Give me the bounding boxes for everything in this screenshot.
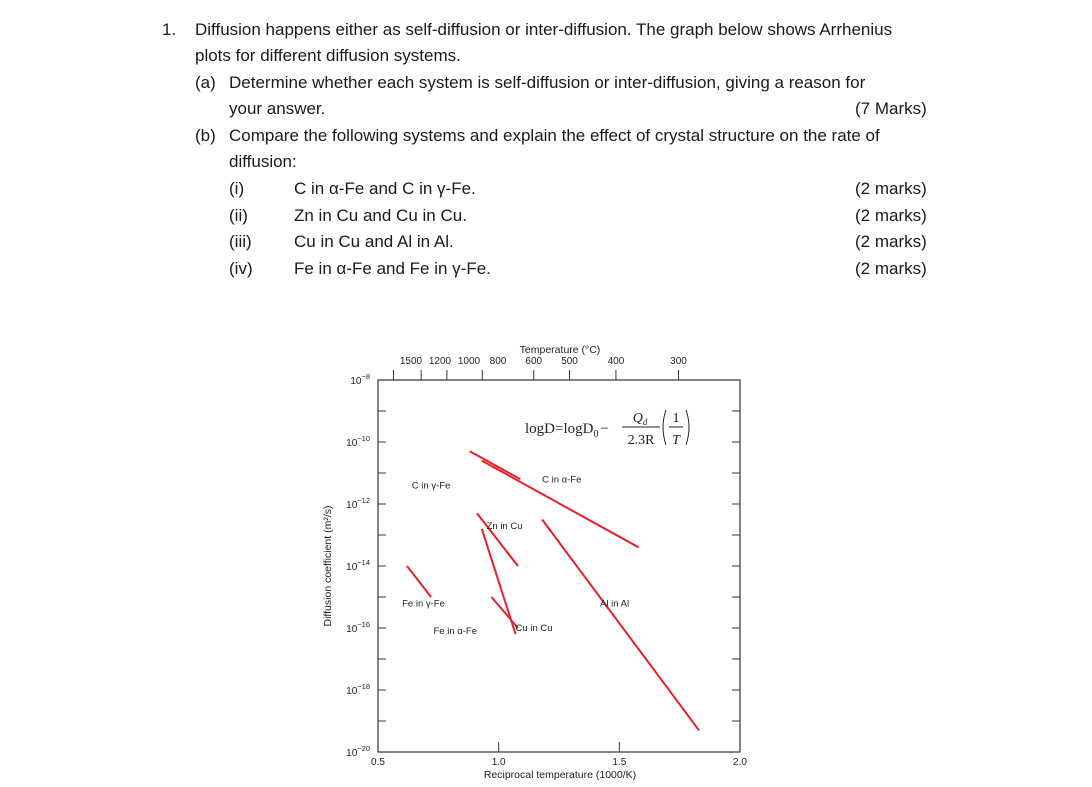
svg-text:logD=logD0−: logD=logD$_0$ − bbox=[525, 421, 609, 440]
part-a-line-1: Determine whether each system is self-diffusion or inter-diffusion, giving a reason for bbox=[229, 73, 866, 92]
x-tick-label: 1.0 bbox=[491, 757, 506, 768]
series-label: C in γ-Fe bbox=[411, 480, 451, 492]
svg-text:T: T bbox=[672, 433, 680, 448]
item-marks: (2 marks) bbox=[855, 206, 927, 225]
item-text: Cu in Cu and Al in Al. bbox=[294, 232, 454, 251]
part-b-line-2: diffusion: bbox=[229, 152, 297, 171]
series-line bbox=[407, 566, 431, 597]
series-label: Fe in γ-Fe bbox=[402, 598, 445, 610]
item-label: (iii) bbox=[229, 232, 252, 251]
y-tick-label: $10^{-16}$ bbox=[346, 620, 370, 635]
item-label: (ii) bbox=[229, 206, 248, 225]
y-tick-label: $10^{-8}$ bbox=[350, 372, 370, 387]
item-text: Zn in Cu and Cu in Cu. bbox=[294, 206, 467, 225]
part-a-label: (a) bbox=[195, 73, 216, 92]
y-tick-label: $10^{-18}$ bbox=[346, 682, 370, 697]
item-text: C in α-Fe and C in γ-Fe. bbox=[294, 179, 476, 198]
y-tick-label: $10^{-12}$ bbox=[346, 496, 370, 511]
item-label: (iv) bbox=[229, 259, 253, 278]
item-marks: (2 marks) bbox=[855, 232, 927, 251]
item-text: Fe in α-Fe and Fe in γ-Fe. bbox=[294, 259, 491, 278]
top-axis-label: Temperature (°C) bbox=[519, 344, 601, 356]
series-line bbox=[482, 529, 516, 634]
top-tick-label: 800 bbox=[489, 356, 507, 367]
series-labels bbox=[402, 474, 629, 637]
series-line bbox=[542, 520, 699, 731]
series-label: Cu in Cu bbox=[515, 623, 553, 635]
y-axis-label: Diffusion coefficient (m²/s) bbox=[322, 505, 334, 627]
arrhenius-chart bbox=[310, 330, 760, 785]
intro-line-1: Diffusion happens either as self-diffusion or inter-diffusion. The graph below shows Arrhenius bbox=[195, 20, 893, 39]
intro-line-2: plots for different diffusion systems. bbox=[195, 46, 461, 65]
top-tick-label: 400 bbox=[607, 356, 625, 367]
top-tick-label: 1500 bbox=[399, 356, 423, 367]
x-tick-label: 2.0 bbox=[733, 757, 747, 768]
part-a-line-2: your answer. bbox=[229, 99, 326, 118]
y-tick-label: $10^{-14}$ bbox=[346, 558, 370, 573]
item-label: (i) bbox=[229, 179, 245, 198]
top-tick-label: 1200 bbox=[428, 356, 452, 367]
series-label: Al in Al bbox=[600, 598, 630, 610]
top-tick-label: 500 bbox=[561, 356, 578, 367]
part-b-line-1: Compare the following systems and explain the effect of crystal structure on the rate of bbox=[229, 126, 880, 145]
top-tick-label: 1000 bbox=[457, 356, 481, 367]
x-tick-label: 0.5 bbox=[371, 757, 385, 768]
series-line bbox=[470, 451, 521, 479]
axis-ticks bbox=[346, 356, 747, 768]
top-tick-label: 300 bbox=[670, 356, 687, 367]
item-marks: (2 marks) bbox=[855, 179, 927, 198]
series-label: C in α-Fe bbox=[542, 474, 582, 486]
top-tick-label: 600 bbox=[525, 356, 543, 367]
svg-text:Qd: $Q_d$ bbox=[632, 411, 648, 427]
x-tick-label: 1.5 bbox=[612, 757, 627, 768]
part-b-label: (b) bbox=[195, 126, 216, 145]
y-tick-label: $10^{-20}$ bbox=[346, 744, 370, 759]
arrhenius-equation bbox=[525, 410, 689, 448]
series-group bbox=[407, 451, 699, 730]
x-axis-label: Reciprocal temperature (1000/K) bbox=[483, 769, 637, 781]
part-a-marks: (7 Marks) bbox=[855, 99, 927, 118]
question-number: 1. bbox=[162, 20, 177, 39]
y-tick-label: $10^{-10}$ bbox=[346, 434, 370, 449]
svg-text:2.3R: 2.3R bbox=[627, 433, 655, 448]
item-marks: (2 marks) bbox=[855, 259, 927, 278]
series-label: Zn in Cu bbox=[486, 520, 523, 532]
series-label: Fe in α-Fe bbox=[433, 626, 478, 638]
svg-text:1: 1 bbox=[672, 411, 680, 426]
